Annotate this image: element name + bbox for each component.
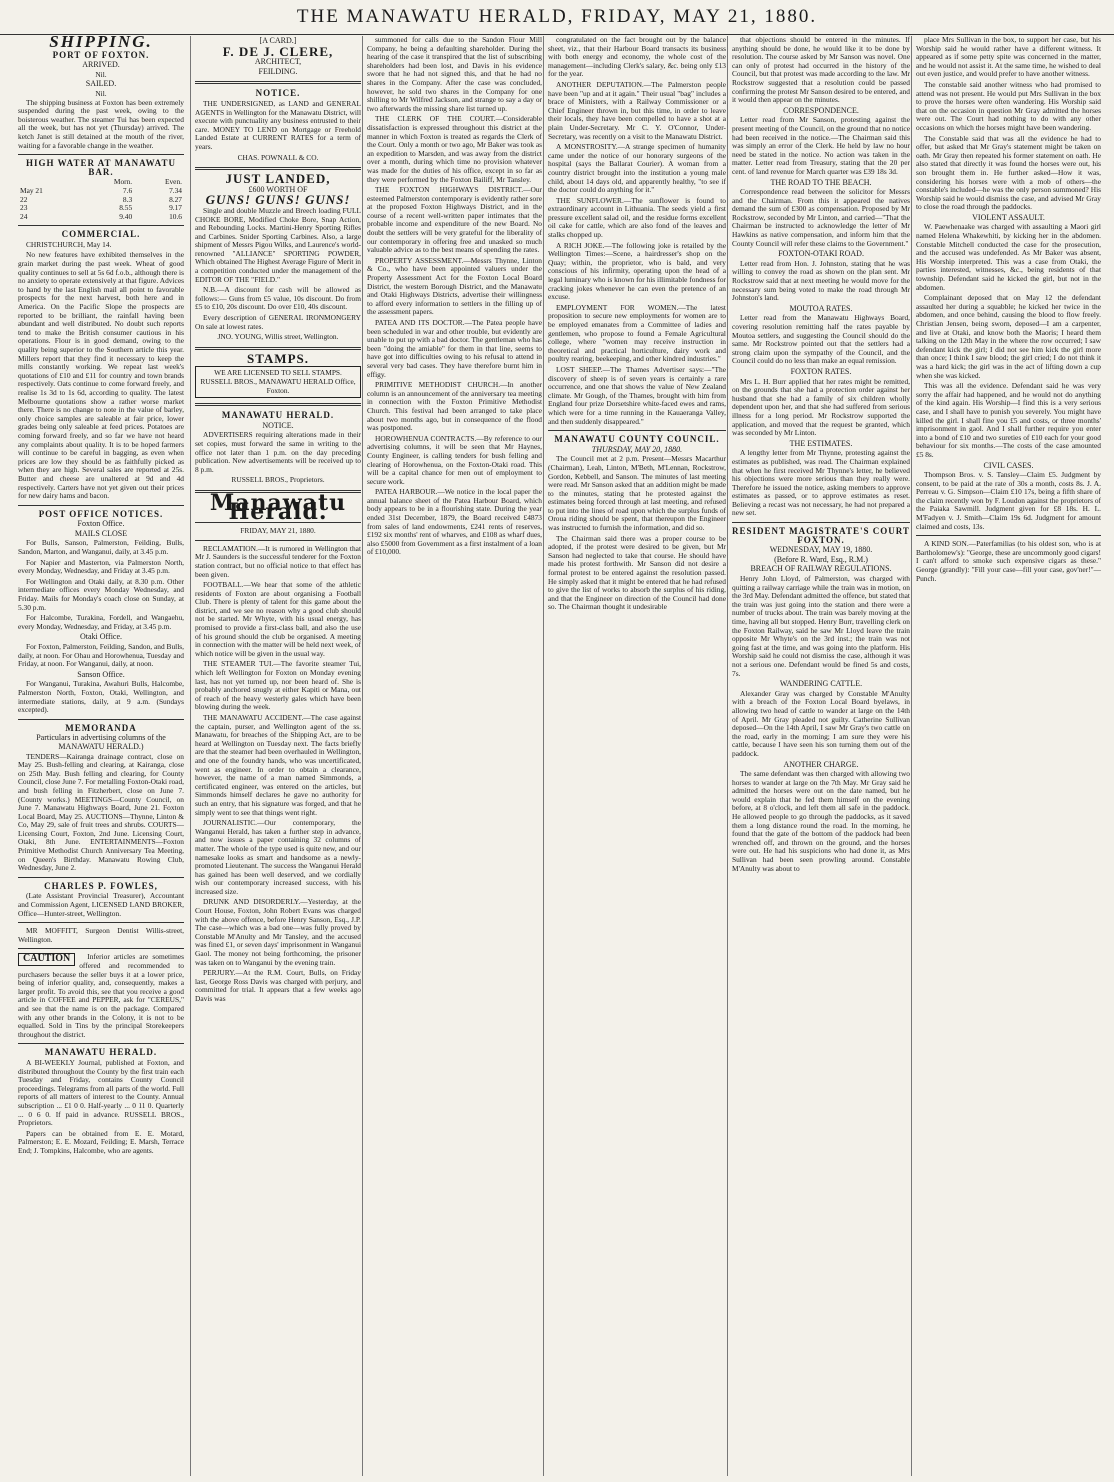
sailed-label: SAILED.: [85, 79, 117, 89]
divider: [195, 81, 361, 84]
caution-text: Inferior articles are sometimes offered and recommended to purchasers because the seller buys it at a lower price, being of inferior quality, and, consequently, makes a larger profit. To avoid this, see that you receive a good article in COFFEE and PEPPER, ask for "CEREUS," and see that the name is on the package. Compared with any other brands in the Colony, it is not to be equalled. Sold in Tins by the principal Storekeepers throughout the district.: [18, 952, 184, 1039]
tide-row: [18, 213, 184, 222]
column-5: [727, 36, 910, 1476]
column-2: [190, 36, 361, 1476]
court-text: The constable said another witness who had promised to attend was not present. He would put Mrs Sullivan in the box to prove the horses were often wandering. His Worship said that on the occasion in question Mr Gray admitted the horses were out. The Court had nothing to do with any other occasions on which the horses might have been wandering.: [916, 79, 1101, 132]
divider: [18, 719, 184, 720]
commercial-title: COMMERCIAL.: [61, 229, 141, 240]
guns-title: GUNS! GUNS! GUNS!: [205, 192, 351, 208]
port-title: PORT OF FOXTON.: [52, 49, 150, 60]
article-property-assessment: PROPERTY ASSESSMENT.—Messrs Thynne, Linton & Co., who have been appointed valuers under the Property Assessment Act for the Foxton Local Board District, the western Borough District, and the Manawatu and Otaki Highways Districts, advertise their willingness to afford every information to settlers in the filling up of the assessment papers.: [367, 255, 542, 317]
decision-text: This was all the evidence. Defendant said he was very sorry the affair had happened, and he would not do anything of the kind again. His Worship—I find this is a very serious case, and I shall have to punish you severely. You might have killed the girl. I shall fine you £5 and costs, or three months' imprisonment in gaol. And I shall further require you enter into a bond of £10 and two sureties of £10 each for your good behaviour for six months.—The costs of the case amounted £5 8s.: [916, 381, 1101, 459]
clere-role: ARCHITECT,: [254, 57, 302, 67]
article-patea-harbour: PATEA HARBOUR.—We notice in the local paper the annual balance sheet of the Patea Harbour Board, which body appears to be in a flourishing state. During the year ended 31st December, 1879, the Board received £4873 from sales of land endowments, £241 rents of reserves, £192 six months' rent of wharves, and £108 as wharf dues, also £5000 from Government as a first instalment of a loan of £10,000.: [367, 487, 542, 557]
ironmongery-text: Every description of GENERAL IRONMONGERY On sale at lowest rates.: [195, 313, 361, 331]
guns-headline: JUST LANDED,: [225, 171, 331, 187]
commercial-text: No new features have exhibited themselves in the grain market during the past week. Wheat of good quality continues to sell at 5s 6d f.o.b., although there is no anxiety to operate extensively at that figure. Advices to hand by the last English mail all point to favorable prospects for the next harvest, both here and in America. On the Pacific Slope the prospects are reported to be brilliant, the rainfall having been abundant and well distributed. No doubt such reports tend to make the British consumer cautious in his operations. Flour is in good demand, owing to the quality being superior to the Southern article this year. Millers report that they find it necessary to keep the mills constantly working. We repeat last week's quotations of £10 and £11 for country and town brands respectively. Oats continue to come forward freely, and realise 1s 3d to 1s 6d, according to quality. The latest Melbourne quotations show a rather worse market there. There is no change to note in the value of barley, only choice samples are saleable at fair price, lower grades being only saleable at feed prices. Potatoes are coming forward freely, and so far we have not heard any complaints about quality. It is to be hoped farmers will continue to be careful in bagging, as even when prices are low they should be as faithfully picked as when they are high. Several sales are reported at 25s. Butter and cheese are unaltered at 9d and 4d respectively. Carters have not yet given out their prices for new dairy hams and bacon.: [18, 250, 184, 501]
article-lost-sheep: LOST SHEEP.—The Thames Advertiser says:—"The discovery of sheep is of seven years is certainly a rare occurrence, and one that shows the value of New Zealand climate. Mr Gough, of the Thames, brought with him from England four prize Dorsetshire white-faced ewes and rams, which were for a time running in the Kauaeranga Valley, and then suddenly disappeared.": [548, 364, 726, 426]
tide-cell: 7.6: [122, 185, 133, 195]
article-kind-son: A KIND SON.—Paterfamilias (to his oldest son, who is at Bartholomew's): "George, these are uncommonly good cigars! I can't afford to smoke such expensive cigars as these." George (grandly): "Fill your case—fill your case, gov'ner!"—Punch.: [916, 539, 1101, 583]
column-3: [362, 36, 542, 1476]
sanson-text: For Wanganui, Turakina, Awahuri Bulls, Halcombe, Palmerston North, Foxton, Otaki, Wellington, and intermediate stations, daily, at 9 a.m. (Sundays excepted).: [18, 679, 184, 715]
article-steamer-tui: THE STEAMER TUI.—The favorite steamer Tui, which left Wellington for Foxton on Monday evening last, has not yet turned up, nor been heard of. She is probably anchored snugly at either Kapiti or Mana, out of reach of the heavy westerly gales which have been blowing during the week.: [195, 659, 361, 712]
otaki-text: For Foxton, Palmerston, Feilding, Sandon, and Bulls, daily, at noon. For Ohau and Horowhenua, Tuesday and Friday, at noon. For Wanganui, daily, at noon.: [18, 642, 184, 669]
article-clerk-court: THE CLERK OF THE COURT.—Considerable dissatisfaction is expressed throughout this district at the manner in which Foxton is treated as regards the Clerk of the Court. Only a month or two ago, Mr Baker was took as an expedition to Marsden, and was away from the district over a month, during which time no provision whatever was made for the duties of his office, except in so far as they were performed by the Foxton Bailiff, Mr Tansley.: [367, 114, 542, 184]
another-text: The same defendant was then charged with allowing two horses to wander at large on the 7th May. Mr Gray said he admitted the horses were out on the date named, but he would explain that he fed them himself on the evening before, at 8 o'clock, and left them all safe in the paddock. He allowed people to go through the paddocks, as it saved them a long distance round the road. In the morning, he found that the gate of the bottom of the paddock had been wrenched off, and thrown on the ground, and the horses were out. He had his suspicions who had done it, as Mrs Sullivan had been seen prowling around. Constable M'Anulty was about to: [732, 769, 910, 873]
notice-text: THE UNDERSIGNED, as LAND and GENERAL AGENTS in Wellington for the Manawatu District, will execute with punctuality any business entrusted to their care. MONEY TO LEND on Mortgage or Freehold Landed Estate at CURRENT RATES for a term of years.: [195, 98, 361, 151]
notice-sign: CHAS. POWNALL & CO.: [237, 152, 319, 162]
clere-name: F. DE J. CLERE,: [222, 43, 334, 59]
tide-cell: 22: [20, 194, 28, 204]
tide-title: HIGH WATER AT MANAWATU BAR.: [26, 158, 176, 177]
correspondence-title: CORRESPONDENCE.: [783, 105, 859, 115]
council-title: MANAWATU COUNTY COUNCIL.: [554, 434, 720, 445]
moutoa-title: MOUTOA RATES.: [789, 303, 853, 313]
tide-cell: 24: [20, 211, 28, 221]
civil-title: CIVIL CASES.: [983, 460, 1034, 470]
tide-cell: 7.34: [169, 185, 182, 195]
clere-town: FEILDING.: [258, 66, 298, 76]
rm-court-date: WEDNESDAY, MAY 19, 1880.: [769, 545, 873, 555]
tide-cell: 8.27: [169, 194, 182, 204]
complainant-text: Complainant deposed that on May 12 the defendant assaulted her during a squabble; he kicked her twice in the abdomen, and once behind, causing the blood to flow freely. Christian Jensen, being sworn, deposed—I am a carpenter, and live at Otaki, and know both the Maoris; I heard them talking on the 12th May in the where the row occurred; I saw defendant kick the girl; I did not see him kick the girl more than once; I think I saw blood; the girl cried; I do not think it was a hard kick; the girl was in the act of lifting down a cup when she was kicked.: [916, 293, 1101, 380]
rm-court-before: (Before R. Ward, Esq., R.M.): [774, 554, 868, 564]
road-text: Correspondence read between the solicitor for Messrs and the Chairman. From this it appeared the natives demand the sum of £300 as compensation. Proposed by Mr Rockstrow, seconded by Mr Linton, and carried—"That the Chairman be instructed to acknowledge the letter of Mr Hawkins as native compensation, and inform him that the County Council will refer these claims to the Government.": [732, 187, 910, 248]
herald-notice-text: ADVERTISERS requiring alterations made in their set copies, must forward the same in writing to the office not later than 1 p.m. on the day preceding publication. New advertisements will be received up to 8 p.m.: [195, 430, 361, 474]
railway-text: Henry John Lloyd, of Palmerston, was charged with quitting a railway carriage while the train was in motion, on the 3rd May. Defendant admitted the offence, but stated that the train was just going into the station and there were a number of trucks about. The train was barely moving at the time, having all but stopped. Henry Burr, travelling clerk on the Foxton Railway, said he saw Mr Lloyd leave the train opposite Mr Whyte's on the 3rd inst.; the train was not going fast at the time, and was going into the platform. His Worship said he could not dismiss the case, although it was not a serious one. Defendant would be fined 5s and costs, 7s.: [732, 574, 910, 678]
page-columns: [18, 36, 1100, 1476]
tide-cell: 9.40: [119, 211, 133, 221]
divider: [18, 1043, 184, 1044]
violent-title: VIOLENT ASSAULT.: [972, 212, 1045, 222]
foxton-otaki-road-title: FOXTON-OTAKI ROAD.: [778, 249, 864, 259]
guns-amount: £600 WORTH OF: [248, 184, 308, 194]
memo-title: MEMORANDA: [65, 722, 137, 733]
article-foxton-highways: THE FOXTON HIGHWAYS DISTRICT.—Our esteemed Palmerston contemporary is evidently rather sore at the proposed Foxton Highways District, and in the course of a recent well-written paper intimates that the probable income and expenditure of the new Board. No doubt the settlers will be very grateful for the liberality of our contemporary in offering free and unasked so much valuable advice as to the best means of spending the rates.: [367, 185, 542, 255]
council-date: THURSDAY, MAY 20, 1880.: [591, 444, 683, 454]
mails-close: MAILS CLOSE: [74, 528, 128, 538]
road-title: THE ROAD TO THE BEACH.: [770, 177, 872, 187]
railway-title: BREACH OF RAILWAY REGULATIONS.: [750, 564, 892, 574]
article-horowhenua: HOROWHENUA CONTRACTS.—By reference to our advertising columns, it will be seen that Mr Haynes, County Engineer, is calling tenders for bush felling and clearing of Horowhenua, on the Foxton-Otaki road. This will be a capital chance for men out of employment to secure work.: [367, 433, 542, 486]
divider: [195, 403, 361, 406]
tide-cell: May 21: [20, 185, 43, 195]
post-office: Foxton Office.: [77, 519, 125, 529]
rm-court-title: RESIDENT MAGISTRATE'S COURT FOXTON.: [732, 526, 910, 545]
sailed-value: Nil.: [95, 88, 107, 98]
article-sunflower: THE SUNFLOWER.—The sunflower is found to extraordinary account in Lithuania. The seeds yield a first pressure excellent salad oil, and the residue forms excellent oil cake for cattle, which are also fond of the leaves and stalks chopped up.: [548, 195, 726, 240]
article-manawatu-accident: THE MANAWATU ACCIDENT.—The case against the captain, purser, and Wellington agent of the ss. Manawatu, for breaches of the Shipping Act, are to be heard at Wellington on Tuesday next. The facts briefly are that the steamer had been overhauled in Wellington, and one of the foundry hands, who was uncertificated, went as engineer. In order to obtain a clearance, however, the name of a man named Simmonds, a certificated engineer, was entered on the articles, but Simmonds himself declares he gave no authority for such an entry, that his signature was forged, and that he simply went to see that things went right.: [195, 713, 361, 817]
council-text: The Council met at 2 p.m. Present—Messrs Macarthur (Chairman), Leah, Linton, M'Beth, M'Lennan, Rockstrow, Gordon, Kebbell, and Sanson. The minutes of last meeting were read. Mr Sanson asked that an addition might be made to the minutes, stating that he protested against the estimates being forced through at last meeting, and refused to put into the lines of road upon which the surplus funds of Oroua riding should be spent, that thereupon the Engineer was instructed to furnish the information, and did so.: [548, 454, 726, 533]
court-text: The Constable said that was all the evidence he had to offer, but asked that Mr Gray's statement might be taken on oath. Mr Gray then repeated his former statement on oath. He also stated that directly it was found the horses were out, his son brought them in. He further asked—How it was, considering his horses were with a mob of others—the constable's included—he was the only person summoned? His Worship said he would dismiss the case, and advised Mr Gray to close the road through the paddocks.: [916, 133, 1101, 212]
tide-cell: 10.6: [169, 211, 182, 221]
sanson-office: Sanson Office.: [77, 669, 125, 679]
divider: [732, 522, 910, 523]
foxton-rates-text: Mrs L. H. Burr applied that her rates might be remitted, on the grounds that she had a protection order against her husband that she had a family of six children wholly dependent upon her, and that she had suffered from serious illness for a long period. Mr Rockstrow supported the application, and moved that the request be granted, which was seconded by Mr Linton.: [732, 376, 910, 438]
fowles-name: CHARLES P. FOWLES,: [44, 880, 158, 891]
tide-cell: 23: [20, 203, 28, 213]
shipping-text: The shipping business at Foxton has been extremely suspended during the past week, owing to the boisterous weather. The steamer Tui has been expected all the week, but has not yet (Thursday) arrived. The ketch Janet is still detained at the mouth of the river, waiting for a favorable change in the weather.: [18, 97, 184, 150]
tide-row: [18, 187, 184, 196]
council-text: The Chairman said there was a proper course to be adopted, if the protest were desired to be given, but Mr Sanson had neglected to take that course. He should have made his protest forthwith. Mr Sanson did not desire a formal protest to be entered against the resolution passed. He simply asked that it might be entered that he had refused to give the list of works to absorb the surplus of his riding, and that the Engineer on direction of the Council had done so. The Chairman thought it undesirable: [548, 533, 726, 612]
divider: [18, 505, 184, 506]
foxton-rates-title: FOXTON RATES.: [790, 366, 852, 376]
divider: [916, 535, 1101, 536]
young-sign: JNO. YOUNG, Willis street, Wellington.: [217, 332, 339, 342]
estimates-text: A lengthy letter from Mr Thynne, protesting against the estimates as published, was read. The Chairman explained that when he first received Mr Thynne's letter, he believed his objections were more serious than they really were. Therefore he issued the notice, asking members to approve estimates as passed, or to approve estimates as reset. Believing a recast was not necessary, he had not prepared a new set.: [732, 448, 910, 518]
divider: [195, 540, 361, 541]
herald-notice-sign: RUSSELL BROS., Proprietors.: [231, 475, 325, 485]
stamps-box: [195, 366, 361, 398]
column-1: [18, 36, 184, 1476]
cattle-text: Alexander Gray was charged by Constable M'Anulty with a breach of the Foxton Local Board byelaws, in allowing two head of cattle to wander at large on the 14th of April. Mr Gray pleaded not guilty. Catherine Sullivan deposed—On the 14th April, I saw Mr Gray's two cattle on the road, early in the morning; I am sure they were his cattle, because I have seen his son turning them out of the paddock.: [732, 688, 910, 758]
arrived-label: ARRIVED.: [82, 60, 120, 70]
article-journalistic: JOURNALISTIC.—Our contemporary, the Wanganui Herald, has taken a further step in advance, and now issues a paper containing 32 columns of matter. The whole of the type used is quite new, and our namesake looks as smart and handsome as a newly-promoted Lieutenant. The success the Wanganui Herald has gained has been well deserved, and we cordially wish our contemporary increased success, with his increased size.: [195, 818, 361, 896]
article-deputation: ANOTHER DEPUTATION.—The Palmerston people have been "up and at it again." Their usual "bag" includes a brace of Ministers, with a Railway Commissioner or a Chief Engineer thrown in, but this time, in order to leave their locals, they have been compelled to have a shot at a plain Under-Secretary. Mr C. Y. O'Connor, Under-Secretary, was recently on a visit to the Manawatu District.: [548, 79, 726, 141]
article-monstrosity: A MONSTROSITY.—A strange specimen of humanity came under the notice of our honorary surgeons of the hospital (says the Ballarat Courier). A woman from a country district brought into the institution a young male child, about 14 days old, and apparently healthy, "to see if the doctor could do anything for it.": [548, 142, 726, 195]
cattle-title: WANDERING CATTLE.: [779, 679, 863, 689]
commercial-dateline: CHRISTCHURCH, May 14.: [26, 239, 112, 249]
stamps-title: STAMPS.: [246, 350, 309, 366]
guns-discount: N.B.—A discount for cash will be allowed as follows:— Guns from £5 value, 10s discount. Do from £5 to £10, 20s discount. Do over £10, 40s discount.: [195, 285, 361, 312]
tide-cell: 9.17: [169, 203, 182, 213]
divider: [195, 347, 361, 350]
tide-cell: 8.55: [119, 203, 133, 213]
herald-ad-footer: Papers can be obtained from E. E. Motard, Palmerston; E. E. Mozard, Feilding; E. Marsh, Terrace End; J. Tompkins, Halcombe, who are agents.: [18, 1128, 184, 1155]
tide-row: [18, 204, 184, 213]
article-patea: PATEA AND ITS DOCTOR.—The Patea people have been scheduled in war and other trouble, but evidently are unable to put up with a bad doctor. The gentleman who has been "doing the amiable" for them in that line, seems to have got into difficulties owing to his refusal to attend in several very bad cases. They have therefore burnt him in effigy.: [367, 318, 542, 379]
estimates-title: THE ESTIMATES.: [789, 438, 853, 448]
article-perjury: PERJURY.—At the R.M. Court, Bulls, on Friday last, George Ross Davis was charged with perjury, and committed for trial. It appears that a few weeks ago Davis was: [195, 968, 361, 1003]
stamps-sign: RUSSELL BROS., MANAWATU HERALD Office, Foxton.: [200, 377, 356, 395]
caution-label: CAUTION: [18, 953, 75, 966]
clere-card: [A CARD.]: [259, 36, 297, 45]
council-continued: that objections should be entered in the minutes. If anything should be done, he would like it to be done by resolution. The course asked by Mr Sanson was novel. One can only of protest had occurred in the history of the Council, but that protest was made according to the law. Mr Rockstrow suggested that a resolution could be passed confirming the protest Mr Sanson desired to be entered, and it would then appear on the minutes.: [732, 36, 910, 105]
tide-head-cell: Even.: [164, 177, 182, 187]
herald-notice-title: MANAWATU HERALD.: [221, 410, 335, 421]
column-4: [543, 36, 726, 1476]
divider: [18, 154, 184, 155]
post-text: For Bulls, Sanson, Palmerston, Feilding, Bulls, Sandon, Marton, and Wanganui, daily, at 3.45 p.m.: [18, 538, 184, 557]
article-employment: EMPLOYMENT FOR WOMEN.—The latest proposition to secure new employments for women are to be employed emanates from a Committee of ladies and gentlemen, who propose to found a Female Agricultural college, where "women may receive instruction in theoretical and practical horticulture, dairy work and poultry rearing, beekeeping, and other kindred industries.": [548, 302, 726, 364]
arrived-value: Nil.: [95, 69, 107, 79]
divider: [195, 167, 361, 170]
article-continued: summoned for calls due to the Sandon Flour Mill Company, he being a defaulting shareholder. During the hearing of the case it transpired that the list of subscribing shareholders had been lost, and Davis in his evidence swore that he had not signed this, and that he had no shares in the Company. After the case was concluded, however, he sold two shares in the Company for one shilling to Mr Wilfred Jackson, and strange to say a day or two afterwards the missing share list turned up.: [367, 36, 542, 113]
stamps-text: WE ARE LICENSED TO SELL STAMPS.: [214, 368, 342, 378]
guns-text: Single and double Muzzle and Breech loading FULL CHOKE BORE, Modified Choke Bore, Snap Action, and Rebounding Locks. Martini-Henry Sporting Rifles and Carbines. Snider Sporting Carbines. Also, a large shipment of Messrs Pigou Wilks, and Laurence's world-renowned "ALLIANCE" SPORTING POWDER, Which obtained The Highest Average Figure of Merit in a competition conducted under the management of the EDITOR OF THE "FIELD.": [195, 205, 361, 284]
tide-table: [18, 178, 184, 221]
article-rich-joke: A RICH JOKE.—The following joke is retailed by the Wellington Times:—Scene, a hairdresser's shop on the Quay; within, the proprietor, who is bald, and very conscious of his infirmity, operating upon the head of a legal luminary who is known for his illimitable fondness for cracking jokes whenever he can even the pretence of an excuse.: [548, 240, 726, 302]
herald-ad-title: MANAWATU HERALD.: [44, 1047, 158, 1058]
moffitt-text: MR MOFFITT, Surgeon Dentist Willis-street, Wellington.: [18, 926, 184, 944]
foxton-otaki-text: Letter read from Hon. J. Johnston, stating that he was willing to convey the road as shown on the plan sent. Mr Rockstrow said that at next meeting he would move for the necessary sum being voted to make the road through Mr Johnston's land.: [732, 258, 910, 303]
notice-title: NOTICE.: [255, 88, 301, 99]
another-title: ANOTHER CHARGE.: [783, 759, 859, 769]
article-football: FOOTBALL.—We hear that some of the athletic residents of Foxton are about organising a Football Club. There is plenty of talent for this game about the district, and we see no reason why a good club should not be started. Mr Whyte, with his usual energy, has promised to provide a first-class ball, and also the use of his ground should the club be organised. A meeting in connection with the matter will be held next week, of which notice will be given in the usual way.: [195, 580, 361, 658]
herald-notice-sub: NOTICE.: [262, 420, 294, 430]
article-drunk: DRUNK AND DISORDERLY.—Yesterday, at the Court House, Foxton, John Robert Evans was charged with the above offence, before Henry Sanson, Esq., J.P. The case—which was a bad one—was fully proved by Constable M'Anulty and Mr Tansley, and the accused was fined £1, or seven days' imprisonment in Wanganui Gaol. The money not being forthcoming, the prisoner was taken on to Wanganui by the evening train.: [195, 897, 361, 967]
post-text: For Wellington and Otaki daily, at 8.30 p.m. Other intermediate offices every Monday Wednesday, and Friday. Mails for Monday's coach close on Sunday, at 5.30 p.m.: [18, 576, 184, 612]
post-text: For Halcombe, Turakina, Fordell, and Wangaehu, every Monday, Wednesday, and Friday, at 3.45 p.m.: [18, 613, 184, 631]
herald-ad-text: A BI-WEEKLY Journal, published at Foxton, and distributed throughout the County by the first train each Tuesday and Friday, contains County Council proceedings. Telegrams from all parts of the world. Full reports of all matters of interest to the County. Annual subscription ... £1 0 0. Half-yearly ... 0 11 0. Quarterly ... 0 6 0. If paid in advance. RUSSELL BROS., Proprietors.: [18, 1057, 184, 1128]
fowles-text: (Late Assistant Provincial Treasurer), Accountant and Commission Agent, LICENSED LAND BROKER, Office—Hunter-street, Wellington.: [18, 891, 184, 918]
paper-nameplate: Manawatu Herald.: [209, 489, 347, 525]
memo-sub: Particulars in advertising columns of the MANAWATU HERALD.): [36, 733, 166, 751]
masthead-title: THE MANAWATU HERALD, FRIDAY, MAY 21, 1880.: [296, 6, 818, 27]
tide-head-cell: Morn.: [113, 177, 133, 187]
memo-text: TENDERS—Kairanga drainage contract, close on May 25. Bush-felling and clearing, at Kairanga, close on 25th May. Bush felling and clearing, for County Council, close June 7. For metalling Foxton-Otaki road, and bush felling in Fitzherbert, close on June 7. (County works.) MEETINGS—County Council, on June 7. Manawatu Highways Board, June 21. Foxton Local Board, May 25. AUCTIONS—Thynne, Linton & Co, May 29, sale of fruit trees and shrubs. COURTS—Licensing Court, Foxton, 2nd June. Licensing Court, Otaki, 8th June. ENTERTAINMENTS—Foxton Primitive Methodist Church Anniversary Tea Meeting, on Queen's Birthday. Manawatu Rowing Club, Wednesday, June 2.: [18, 751, 184, 873]
court-continued: place Mrs Sullivan in the box, to support her case, but his Worship said he would rather have a different witness. It appeared as if some petty spite was concerned in the matter, and he would not assist it. At the same time, he wished to deal out even justice, and would prefer to have another witness.: [916, 36, 1101, 79]
divider: [18, 877, 184, 878]
moutoa-text: Letter read from the Manawatu Highways Board, covering resolution remitting half the rates payable by Moutoa settlers, and suggesting the Council should do the same. Mr Rockstrow pointed out that the settlers had a strong claim upon the sympathy of the Council, and the Council could do no less than make an equal remission.: [732, 313, 910, 366]
post-text: For Napier and Masterton, via Palmerston North, every Monday, Wednesday, and Friday at 3.45 p.m.: [18, 557, 184, 576]
article-primitive: PRIMITIVE METHODIST CHURCH.—In another column is an announcement of the anniversary tea meeting in connection with the Foxton Primitive Methodist Church. This festival had been arranged to take place about two months ago, but in consequence of the flood was postponed.: [367, 380, 542, 433]
post-title: POST OFFICE NOTICES.: [38, 508, 164, 519]
masthead: [0, 0, 1114, 35]
tide-cell: 8.3: [122, 194, 133, 204]
article-reclamation: RECLAMATION.—It is rumored in Wellington that Mr J. Saunders is the successful tenderer for the Foxton station contract, but no official notice to that effect has been given.: [195, 543, 361, 579]
divider: [18, 948, 184, 949]
civil-text: Thompson Bros. v. S. Tansley—Claim £5. Judgment by consent, to be paid at the rate of 30s a month, costs 8s. J. A. Perreau v. G. Simpson—Claim £10 17s, being a fifth share of the claim recently won by F. Loudon against the proprietors of the Paiaka Sawmill. Judgment given for £8 18s. H. L. M'Fadyen v. J. Smith—Claim 19s 6d. Judgment for amount claimed and costs, 13s.: [916, 470, 1101, 531]
article-continued: congratulated on the fact brought out by the balance sheet, viz., that their Harbour Board transacts its business with both energy and economy, the whole cost of the management—including Clerk's salary, &c. being only £13 for the year.: [548, 36, 726, 79]
otaki-office: Otaki Office.: [79, 632, 123, 642]
divider: [18, 225, 184, 226]
correspondence-text: Letter read from Mr Sanson, protesting against the present meeting of the Council, on the ground that no notice had been received in the notice.—The Chairman said this was simply an error of the Clerk. He held by law no hour need be stated in the notice. No action was taken in the matter. Letter read from Treasury, stating that the 20 per cent. of land revenue for March quarter was £39 18s 3d.: [732, 115, 910, 176]
tide-row: [18, 196, 184, 205]
violent-text: W. Paewhenaake was charged with assaulting a Maori girl named Helena Whakewhiti, by kicking her in the abdomen. Constable Mitchell conducted the case for the prosecution, and the accused was undefended. As Mr Baker was absent, His Worship interpreted. This was a case from Otaki, the parties interested, witnesses, &c., being residents of that township. Defendant said he kicked the girl, but not in the abdomen.: [916, 222, 1101, 292]
divider: [548, 430, 726, 431]
column-6: [911, 36, 1101, 1476]
divider: [18, 922, 184, 923]
shipping-title: SHIPPING.: [49, 36, 153, 51]
issue-date: FRIDAY, MAY 21, 1880.: [240, 526, 316, 536]
